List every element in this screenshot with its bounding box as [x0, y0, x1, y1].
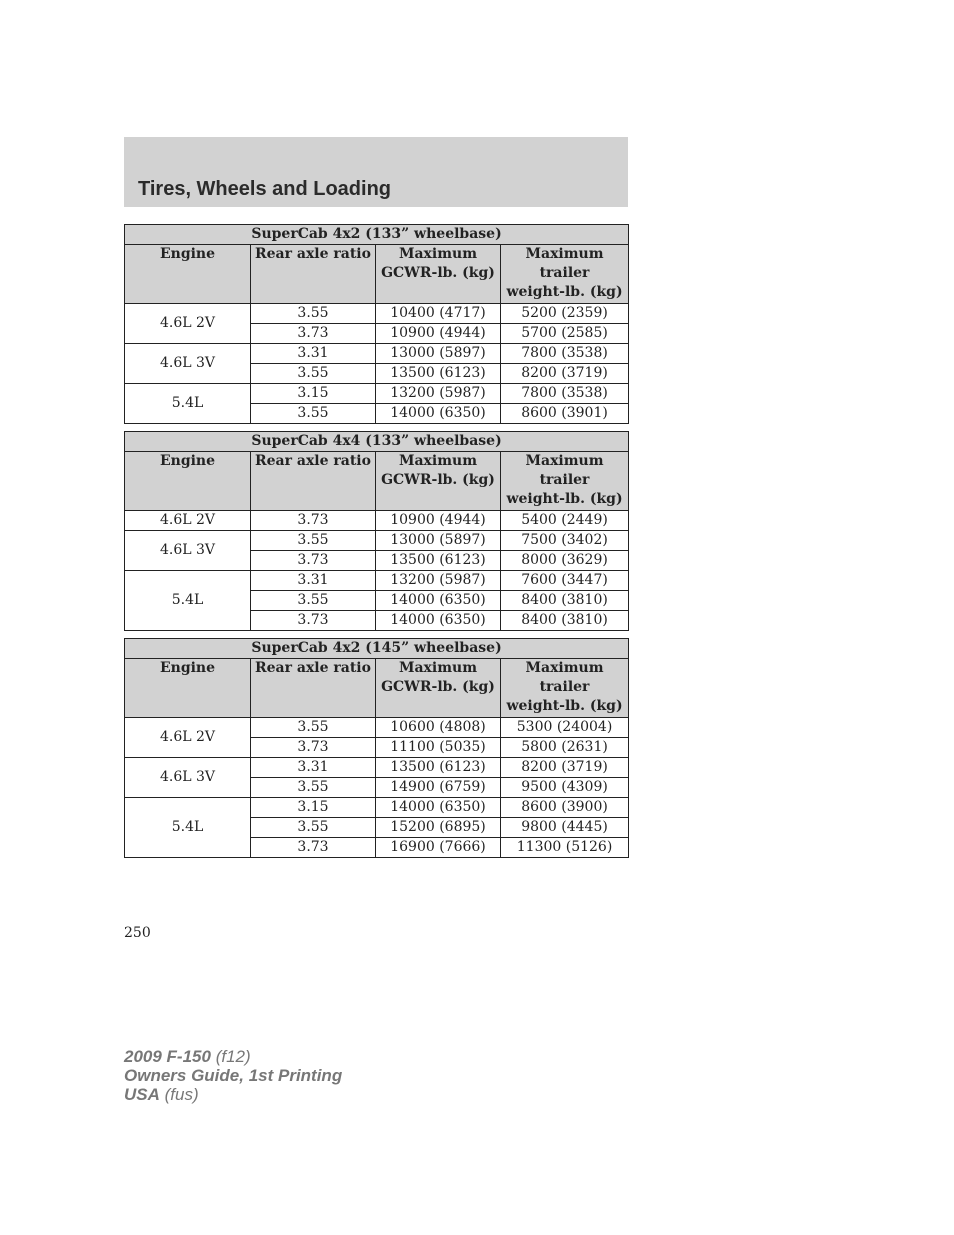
section-title: Tires, Wheels and Loading	[138, 178, 392, 200]
column-header-line: trailer	[539, 265, 590, 281]
ratio-cell: 3.55	[251, 304, 376, 324]
gcwr-cell: 10400 (4717)	[376, 304, 501, 324]
footer-region-code: (fus)	[164, 1085, 199, 1104]
spec-table	[124, 224, 629, 424]
column-header-line: trailer	[539, 679, 590, 695]
trailer-weight-cell: 5400 (2449)	[501, 511, 629, 531]
footer-model-code: (f12)	[215, 1047, 251, 1066]
engine-cell: 4.6L 2V	[125, 304, 251, 344]
ratio-cell: 3.15	[251, 384, 376, 404]
table-row	[125, 571, 629, 591]
table-row	[125, 798, 629, 818]
table-row	[125, 758, 629, 778]
column-header-rear-axle-ratio: Rear axle ratio	[251, 245, 376, 304]
ratio-cell: 3.73	[251, 511, 376, 531]
column-header-max-trailer-weight	[501, 245, 629, 304]
gcwr-cell: 15200 (6895)	[376, 818, 501, 838]
trailer-weight-cell: 11300 (5126)	[501, 838, 629, 858]
gcwr-cell: 10900 (4944)	[376, 324, 501, 344]
column-header-line: GCWR-lb. (kg)	[381, 265, 495, 281]
gcwr-cell: 14000 (6350)	[376, 404, 501, 424]
trailer-weight-cell: 8200 (3719)	[501, 364, 629, 384]
engine-cell: 4.6L 3V	[125, 531, 251, 571]
page-number: 250	[124, 925, 151, 941]
ratio-cell: 3.55	[251, 364, 376, 384]
footer	[124, 1047, 342, 1104]
column-header-line: Maximum	[525, 246, 604, 262]
footer-line-2	[124, 1066, 342, 1085]
trailer-weight-cell: 5200 (2359)	[501, 304, 629, 324]
ratio-cell: 3.55	[251, 718, 376, 738]
ratio-cell: 3.15	[251, 798, 376, 818]
column-header-engine: Engine	[125, 245, 251, 304]
engine-cell: 5.4L	[125, 571, 251, 631]
engine-cell: 5.4L	[125, 384, 251, 424]
trailer-weight-cell: 5700 (2585)	[501, 324, 629, 344]
footer-line-1	[124, 1047, 342, 1066]
ratio-cell: 3.73	[251, 551, 376, 571]
ratio-cell: 3.55	[251, 531, 376, 551]
gcwr-cell: 13500 (6123)	[376, 364, 501, 384]
gcwr-cell: 16900 (7666)	[376, 838, 501, 858]
engine-cell: 4.6L 2V	[125, 511, 251, 531]
ratio-cell: 3.73	[251, 838, 376, 858]
ratio-cell: 3.55	[251, 404, 376, 424]
table-title: SuperCab 4x2 (133” wheelbase)	[125, 225, 629, 245]
gcwr-cell: 10900 (4944)	[376, 511, 501, 531]
spec-table	[124, 638, 629, 858]
trailer-weight-cell: 8400 (3810)	[501, 611, 629, 631]
ratio-cell: 3.73	[251, 611, 376, 631]
column-header-max-trailer-weight	[501, 659, 629, 718]
section-header-band	[124, 137, 628, 207]
table-row	[125, 304, 629, 324]
table-title: SuperCab 4x4 (133” wheelbase)	[125, 432, 629, 452]
ratio-cell: 3.55	[251, 591, 376, 611]
gcwr-cell: 13500 (6123)	[376, 758, 501, 778]
gcwr-cell: 13000 (5897)	[376, 344, 501, 364]
footer-region: USA	[124, 1085, 160, 1104]
gcwr-cell: 13200 (5987)	[376, 571, 501, 591]
table-title: SuperCab 4x2 (145” wheelbase)	[125, 639, 629, 659]
column-header-line: Maximum	[398, 453, 478, 469]
table-row	[125, 384, 629, 404]
trailer-weight-cell: 7600 (3447)	[501, 571, 629, 591]
table-row	[125, 531, 629, 551]
table-row	[125, 511, 629, 531]
column-header-line: weight-lb. (kg)	[506, 491, 623, 507]
column-header-max-gcwr	[376, 245, 501, 304]
gcwr-cell: 13200 (5987)	[376, 384, 501, 404]
column-header-max-trailer-weight	[501, 452, 629, 511]
footer-model: 2009 F-150	[124, 1047, 211, 1066]
trailer-weight-cell: 8400 (3810)	[501, 591, 629, 611]
footer-guide: Owners Guide, 1st Printing	[124, 1066, 343, 1085]
ratio-cell: 3.73	[251, 738, 376, 758]
gcwr-cell: 13000 (5897)	[376, 531, 501, 551]
gcwr-cell: 14000 (6350)	[376, 591, 501, 611]
trailer-weight-cell: 7800 (3538)	[501, 344, 629, 364]
column-header-line: Maximum	[525, 660, 604, 676]
column-header-line: weight-lb. (kg)	[506, 284, 623, 300]
gcwr-cell: 14000 (6350)	[376, 798, 501, 818]
trailer-weight-cell: 8600 (3900)	[501, 798, 629, 818]
footer-line-3	[124, 1085, 342, 1104]
trailer-weight-cell: 8200 (3719)	[501, 758, 629, 778]
gcwr-cell: 11100 (5035)	[376, 738, 501, 758]
column-header-rear-axle-ratio: Rear axle ratio	[251, 659, 376, 718]
trailer-weight-cell: 9800 (4445)	[501, 818, 629, 838]
ratio-cell: 3.31	[251, 571, 376, 591]
column-header-engine: Engine	[125, 452, 251, 511]
column-header-line: Maximum	[398, 246, 478, 262]
column-header-line: Maximum	[525, 453, 604, 469]
column-header-line: weight-lb. (kg)	[506, 698, 623, 714]
trailer-weight-cell: 7800 (3538)	[501, 384, 629, 404]
trailer-weight-cell: 8000 (3629)	[501, 551, 629, 571]
ratio-cell: 3.73	[251, 324, 376, 344]
column-header-line: GCWR-lb. (kg)	[381, 679, 495, 695]
gcwr-cell: 14900 (6759)	[376, 778, 501, 798]
engine-cell: 4.6L 3V	[125, 758, 251, 798]
ratio-cell: 3.55	[251, 818, 376, 838]
gcwr-cell: 10600 (4808)	[376, 718, 501, 738]
engine-cell: 5.4L	[125, 798, 251, 858]
column-header-engine: Engine	[125, 659, 251, 718]
column-header-line: Maximum	[398, 660, 478, 676]
spec-table	[124, 431, 629, 631]
trailer-weight-cell: 5300 (24004)	[501, 718, 629, 738]
column-header-rear-axle-ratio: Rear axle ratio	[251, 452, 376, 511]
column-header-max-gcwr	[376, 659, 501, 718]
column-header-line: trailer	[539, 472, 590, 488]
gcwr-cell: 14000 (6350)	[376, 611, 501, 631]
ratio-cell: 3.55	[251, 778, 376, 798]
gcwr-cell: 13500 (6123)	[376, 551, 501, 571]
trailer-weight-cell: 9500 (4309)	[501, 778, 629, 798]
column-header-line: GCWR-lb. (kg)	[381, 472, 495, 488]
ratio-cell: 3.31	[251, 344, 376, 364]
engine-cell: 4.6L 3V	[125, 344, 251, 384]
trailer-weight-cell: 7500 (3402)	[501, 531, 629, 551]
column-header-max-gcwr	[376, 452, 501, 511]
trailer-weight-cell: 5800 (2631)	[501, 738, 629, 758]
ratio-cell: 3.31	[251, 758, 376, 778]
trailer-weight-cell: 8600 (3901)	[501, 404, 629, 424]
table-row	[125, 344, 629, 364]
table-row	[125, 718, 629, 738]
engine-cell: 4.6L 2V	[125, 718, 251, 758]
